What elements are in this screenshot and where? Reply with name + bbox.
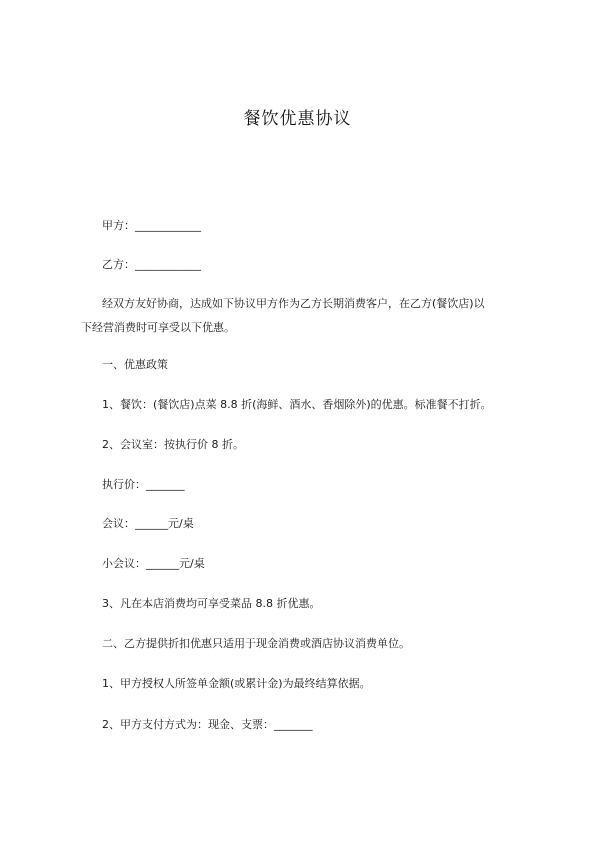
section-1-heading: 一、优惠政策	[102, 358, 168, 371]
intro-paragraph	[81, 292, 529, 340]
section-2-heading: 二、乙方提供折扣优惠只适用于现金消费或酒店协议消费单位。	[102, 637, 410, 650]
small-meeting-price-line: 小会议：______元/桌	[102, 557, 205, 570]
intro-line-2: 下经营消费时可享受以下优惠。	[81, 321, 235, 334]
party-a-line: 甲方：____________	[102, 219, 201, 232]
section-1-item-1: 1、餐饮：(餐饮店)点菜 8.8 折(海鲜、酒水、香烟除外)的优惠。标准餐不打折。	[102, 398, 492, 411]
section-1-item-3: 3、凡在本店消费均可享受菜品 8.8 折优惠。	[102, 597, 321, 610]
intro-line-1: 经双方友好协商，达成如下协议甲方作为乙方长期消费客户，在乙方(餐饮店)以	[102, 297, 485, 310]
section-2-item-2: 2、甲方支付方式为：现金、支票：_______	[102, 718, 313, 731]
exec-price-line: 执行价：_______	[102, 478, 185, 491]
meeting-price-line: 会议：______元/桌	[102, 517, 194, 530]
section-2-item-1: 1、甲方授权人所签单金额(或累计金)为最终结算依据。	[102, 677, 371, 690]
section-1-item-2: 2、会议室：按执行价 8 折。	[102, 438, 244, 451]
party-b-line: 乙方：____________	[102, 258, 201, 271]
document-title: 餐饮优惠协议	[243, 109, 352, 129]
